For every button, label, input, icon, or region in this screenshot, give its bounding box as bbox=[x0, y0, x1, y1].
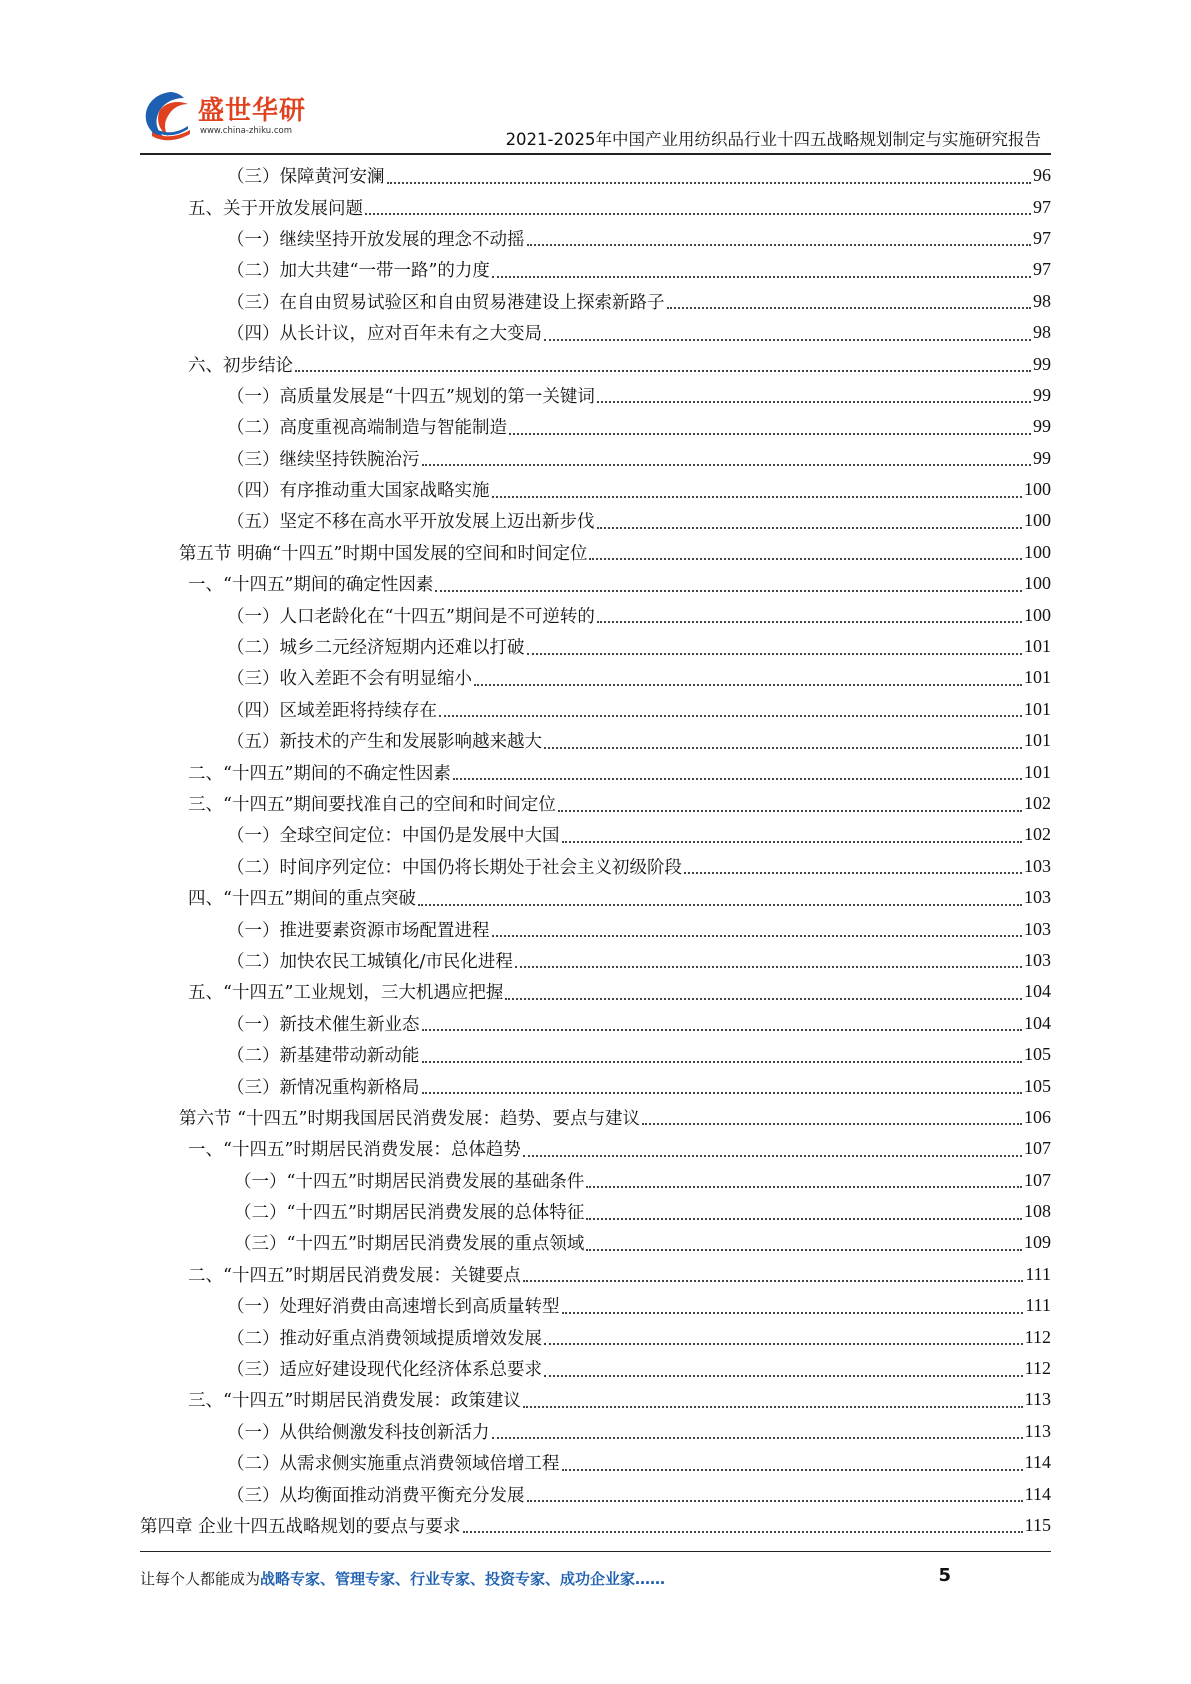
toc-entry[interactable] bbox=[140, 631, 1051, 662]
toc-entry-title: （一）继续坚持开放发展的理念不动摇 bbox=[227, 229, 525, 250]
toc-entry-page: 106 bbox=[1024, 1106, 1051, 1127]
toc-dot-leader bbox=[684, 872, 1022, 874]
toc-dot-leader bbox=[418, 904, 1022, 906]
toc-dot-leader bbox=[515, 966, 1022, 968]
toc-entry-title: （一）高质量发展是“十四五”规划的第一关键词 bbox=[227, 386, 595, 407]
toc-dot-leader bbox=[422, 1061, 1023, 1063]
toc-entry[interactable] bbox=[140, 348, 1051, 379]
toc-entry-page: 114 bbox=[1024, 1483, 1051, 1504]
toc-entry-page: 113 bbox=[1024, 1389, 1051, 1410]
toc-dot-leader bbox=[492, 1437, 1023, 1439]
toc-entry[interactable] bbox=[140, 317, 1051, 348]
toc-dot-leader bbox=[558, 810, 1022, 812]
toc-dot-leader bbox=[642, 1123, 1022, 1125]
toc-entry-title: （一）处理好消费由高速增长到高质量转型 bbox=[227, 1297, 560, 1318]
toc-entry[interactable] bbox=[140, 599, 1051, 630]
toc-entry-page: 107 bbox=[1024, 1138, 1051, 1159]
toc-entry-page: 103 bbox=[1024, 887, 1051, 908]
toc-dot-leader bbox=[544, 1375, 1023, 1377]
toc-entry-page: 108 bbox=[1024, 1201, 1051, 1222]
toc-entry-title: （二）新基建带动新动能 bbox=[227, 1046, 420, 1067]
toc-dot-leader bbox=[544, 747, 1022, 749]
toc-entry-title: （一）“十四五”时期居民消费发展的基础条件 bbox=[234, 1171, 585, 1192]
toc-entry-page: 100 bbox=[1024, 510, 1051, 531]
toc-dot-leader bbox=[509, 433, 1031, 435]
toc-entry-title: （五）新技术的产生和发展影响越来越大 bbox=[227, 732, 542, 753]
toc-entry[interactable] bbox=[140, 1070, 1051, 1101]
toc-entry[interactable] bbox=[140, 191, 1051, 222]
logo-name: 盛世华研 bbox=[198, 96, 307, 126]
toc-entry-page: 112 bbox=[1024, 1358, 1051, 1379]
toc-entry-page: 100 bbox=[1024, 573, 1051, 594]
toc-entry-title: （一）从供给侧激发科技创新活力 bbox=[227, 1422, 490, 1443]
toc-entry[interactable] bbox=[140, 976, 1051, 1007]
toc-entry-title: （四）有序推动重大国家战略实施 bbox=[227, 481, 490, 502]
toc-entry[interactable] bbox=[140, 474, 1051, 505]
toc-entry-title: （一）全球空间定位：中国仍是发展中大国 bbox=[227, 826, 560, 847]
report-title: 2021-2025年中国产业用纺织品行业十四五战略规划制定与实施研究报告 bbox=[505, 130, 1041, 149]
toc-entry-title: （二）加大共建“一带一路”的力度 bbox=[227, 261, 490, 282]
toc-entry-page: 105 bbox=[1024, 1044, 1051, 1065]
toc-dot-leader bbox=[597, 401, 1031, 403]
toc-entry-title: （二）推动好重点消费领域提质增效发展 bbox=[227, 1328, 542, 1349]
toc-entry-page: 111 bbox=[1025, 1295, 1051, 1316]
toc-entry-title: （四）区域差距将持续存在 bbox=[227, 700, 437, 721]
toc-entry[interactable] bbox=[140, 1384, 1051, 1415]
toc-entry[interactable] bbox=[140, 913, 1051, 944]
toc-dot-leader bbox=[492, 496, 1023, 498]
toc-entry-page: 103 bbox=[1024, 949, 1051, 970]
toc-entry[interactable] bbox=[140, 1039, 1051, 1070]
toc-dot-leader bbox=[562, 1312, 1024, 1314]
toc-entry[interactable] bbox=[140, 1447, 1051, 1478]
toc-dot-leader bbox=[365, 213, 1031, 215]
toc-entry[interactable] bbox=[140, 756, 1051, 787]
toc-entry-title: （一）推进要素资源市场配置进程 bbox=[227, 920, 490, 941]
toc-dot-leader bbox=[523, 1406, 1023, 1408]
toc-entry-title: 第五节 明确“十四五”时期中国发展的空间和时间定位 bbox=[179, 543, 588, 564]
toc-entry[interactable] bbox=[140, 819, 1051, 850]
toc-entry-page: 99 bbox=[1033, 416, 1051, 437]
toc-dot-leader bbox=[586, 1186, 1022, 1188]
toc-entry-page: 103 bbox=[1024, 855, 1051, 876]
toc-dot-leader bbox=[463, 1531, 1023, 1533]
toc-entry-title: 第四章 企业十四五战略规划的要点与要求 bbox=[140, 1516, 461, 1537]
toc-entry-title: 三、“十四五”期间要找准自己的空间和时间定位 bbox=[188, 795, 556, 815]
toc-entry[interactable] bbox=[140, 1353, 1051, 1384]
toc-dot-leader bbox=[474, 684, 1022, 686]
slogan-prefix: 让每个人都能成为 bbox=[140, 1570, 261, 1588]
toc-entry-page: 98 bbox=[1033, 290, 1051, 311]
toc-dot-leader bbox=[453, 778, 1022, 780]
toc-entry-title: （三）保障黄河安澜 bbox=[227, 167, 385, 188]
toc-entry-title: （三）新情况重构新格局 bbox=[227, 1077, 420, 1098]
toc-entry-title: 一、“十四五”时期居民消费发展：总体趋势 bbox=[188, 1140, 521, 1161]
toc-entry[interactable] bbox=[140, 1227, 1051, 1258]
toc-entry-title: （三）在自由贸易试验区和自由贸易港建设上探索新路子 bbox=[227, 292, 665, 313]
toc-entry-title: （五）坚定不移在高水平开放发展上迈出新步伐 bbox=[227, 512, 595, 533]
toc-dot-leader bbox=[492, 276, 1031, 278]
toc-entry[interactable] bbox=[140, 694, 1051, 725]
toc-entry-title: （四）从长计议，应对百年未有之大变局 bbox=[227, 324, 542, 345]
toc-entry-page: 97 bbox=[1033, 259, 1051, 280]
toc-dot-leader bbox=[523, 1155, 1022, 1157]
toc-dot-leader bbox=[435, 590, 1022, 592]
toc-entry-page: 99 bbox=[1033, 447, 1051, 468]
toc-dot-leader bbox=[562, 1469, 1023, 1471]
toc-entry-title: 五、“十四五”工业规划，三大机遇应把握 bbox=[188, 983, 504, 1004]
toc-entry-title: （三）继续坚持铁腕治污 bbox=[227, 449, 420, 470]
toc-entry[interactable] bbox=[140, 160, 1051, 191]
toc-entry-page: 101 bbox=[1024, 667, 1051, 688]
toc-entry[interactable] bbox=[140, 1290, 1051, 1321]
slogan-highlight: 战略专家、管理专家、行业专家、投资专家、成功企业家…… bbox=[260, 1570, 666, 1588]
company-logo bbox=[140, 86, 320, 150]
toc-dot-leader bbox=[544, 339, 1031, 341]
toc-entry[interactable] bbox=[140, 411, 1051, 442]
toc-entry-page: 101 bbox=[1024, 698, 1051, 719]
toc-dot-leader bbox=[295, 370, 1031, 372]
toc-entry-title: （三）“十四五”时期居民消费发展的重点领域 bbox=[234, 1234, 585, 1255]
toc-entry-title: （二）加快农民工城镇化/市民化进程 bbox=[227, 951, 513, 972]
toc-entry[interactable] bbox=[140, 1165, 1051, 1196]
toc-entry[interactable] bbox=[140, 1102, 1051, 1133]
page-number: 5 bbox=[938, 1565, 951, 1586]
toc-entry-page: 100 bbox=[1024, 604, 1051, 625]
toc-entry-page: 102 bbox=[1024, 793, 1051, 813]
toc-dot-leader bbox=[422, 1029, 1023, 1031]
toc-entry[interactable] bbox=[140, 851, 1051, 882]
toc-entry[interactable] bbox=[140, 505, 1051, 536]
toc-dot-leader bbox=[387, 182, 1032, 184]
toc-entry[interactable] bbox=[140, 1259, 1051, 1290]
toc-dot-leader bbox=[527, 1500, 1023, 1502]
toc-entry-title: （三）从均衡面推动消费平衡充分发展 bbox=[227, 1485, 525, 1506]
toc-entry-title: （二）“十四五”时期居民消费发展的总体特征 bbox=[234, 1203, 585, 1224]
toc-dot-leader bbox=[527, 653, 1023, 655]
toc-entry-title: （一）人口老龄化在“十四五”期间是不可逆转的 bbox=[227, 606, 595, 627]
toc-entry-title: （二）高度重视高端制造与智能制造 bbox=[227, 418, 507, 439]
toc-dot-leader bbox=[523, 1280, 1023, 1282]
toc-entry-page: 104 bbox=[1024, 1012, 1051, 1033]
toc-dot-leader bbox=[527, 244, 1032, 246]
toc-entry-page: 109 bbox=[1024, 1232, 1051, 1253]
toc-entry[interactable] bbox=[140, 788, 1051, 819]
toc-entry-page: 114 bbox=[1024, 1452, 1051, 1473]
footer-divider bbox=[140, 1551, 1051, 1552]
toc-dot-leader bbox=[589, 558, 1022, 560]
toc-entry-title: 二、“十四五”期间的不确定性因素 bbox=[188, 763, 451, 784]
toc-dot-leader bbox=[505, 998, 1022, 1000]
toc-entry[interactable] bbox=[140, 254, 1051, 285]
toc-entry-page: 99 bbox=[1033, 384, 1051, 405]
toc-dot-leader bbox=[544, 1343, 1023, 1345]
toc-entry-page: 115 bbox=[1024, 1514, 1051, 1535]
table-of-contents bbox=[140, 160, 1051, 1541]
toc-entry-title: （二）时间序列定位：中国仍将长期处于社会主义初级阶段 bbox=[227, 857, 682, 878]
toc-entry[interactable] bbox=[140, 1196, 1051, 1227]
toc-entry[interactable] bbox=[140, 1478, 1051, 1509]
toc-entry-title: （三）适应好建设现代化经济体系总要求 bbox=[227, 1360, 542, 1381]
toc-dot-leader bbox=[597, 621, 1022, 623]
toc-entry[interactable] bbox=[140, 945, 1051, 976]
toc-entry[interactable] bbox=[140, 223, 1051, 254]
toc-entry[interactable] bbox=[140, 443, 1051, 474]
toc-entry-page: 97 bbox=[1033, 227, 1051, 248]
toc-entry-page: 101 bbox=[1024, 730, 1051, 751]
toc-dot-leader bbox=[667, 307, 1032, 309]
toc-entry-page: 100 bbox=[1024, 479, 1051, 500]
toc-entry-title: （三）收入差距不会有明显缩小 bbox=[227, 669, 472, 690]
toc-entry-page: 112 bbox=[1024, 1326, 1051, 1347]
toc-entry-title: （二）从需求侧实施重点消费领域倍增工程 bbox=[227, 1454, 560, 1475]
toc-entry-title: 五、关于开放发展问题 bbox=[188, 198, 363, 219]
toc-entry-page: 100 bbox=[1024, 541, 1051, 562]
toc-dot-leader bbox=[422, 464, 1032, 466]
toc-dot-leader bbox=[586, 1218, 1022, 1220]
toc-entry[interactable] bbox=[140, 662, 1051, 693]
toc-entry-page: 102 bbox=[1024, 824, 1051, 845]
toc-entry[interactable] bbox=[140, 380, 1051, 411]
toc-entry-title: 四、“十四五”期间的重点突破 bbox=[188, 889, 416, 910]
toc-entry-page: 98 bbox=[1033, 322, 1051, 343]
toc-dot-leader bbox=[439, 715, 1022, 717]
toc-entry[interactable] bbox=[140, 568, 1051, 599]
toc-entry-page: 96 bbox=[1033, 165, 1051, 186]
toc-dot-leader bbox=[586, 1249, 1022, 1251]
toc-entry[interactable] bbox=[140, 1008, 1051, 1039]
toc-entry-page: 107 bbox=[1024, 1169, 1051, 1190]
toc-entry-page: 101 bbox=[1024, 636, 1051, 657]
toc-entry[interactable] bbox=[140, 537, 1051, 568]
toc-entry-title: 一、“十四五”期间的确定性因素 bbox=[188, 575, 434, 596]
toc-entry-page: 105 bbox=[1024, 1075, 1051, 1096]
toc-entry-page: 104 bbox=[1024, 981, 1051, 1002]
toc-dot-leader bbox=[492, 935, 1023, 937]
toc-entry-page: 101 bbox=[1024, 761, 1051, 782]
logo-emblem-icon bbox=[140, 88, 198, 146]
toc-entry-title: 第六节 “十四五”时期我国居民消费发展：趋势、要点与建议 bbox=[179, 1108, 640, 1129]
toc-entry[interactable] bbox=[140, 1321, 1051, 1352]
logo-url: www.china-zhiku.com bbox=[200, 126, 292, 136]
toc-entry-page: 103 bbox=[1024, 918, 1051, 939]
toc-entry[interactable] bbox=[140, 1416, 1051, 1447]
toc-entry[interactable] bbox=[140, 882, 1051, 913]
toc-entry-title: （一）新技术催生新业态 bbox=[227, 1014, 420, 1035]
toc-entry-page: 111 bbox=[1025, 1263, 1051, 1284]
toc-dot-leader bbox=[597, 527, 1023, 529]
toc-entry-title: （二）城乡二元经济短期内还难以打破 bbox=[227, 638, 525, 659]
toc-entry-page: 97 bbox=[1033, 196, 1051, 217]
toc-entry[interactable] bbox=[140, 1133, 1051, 1164]
toc-entry-page: 113 bbox=[1024, 1420, 1051, 1441]
toc-entry[interactable] bbox=[140, 725, 1051, 756]
toc-entry-title: 六、初步结论 bbox=[188, 355, 293, 376]
footer-slogan bbox=[140, 1568, 665, 1589]
toc-entry-title: 二、“十四五”时期居民消费发展：关键要点 bbox=[188, 1265, 521, 1286]
toc-entry[interactable] bbox=[140, 286, 1051, 317]
toc-dot-leader bbox=[562, 841, 1023, 843]
toc-entry-page: 99 bbox=[1033, 353, 1051, 374]
toc-entry-title: 三、“十四五”时期居民消费发展：政策建议 bbox=[188, 1391, 521, 1412]
header-divider bbox=[140, 153, 1051, 155]
toc-dot-leader bbox=[422, 1092, 1023, 1094]
toc-entry[interactable] bbox=[140, 1510, 1051, 1541]
